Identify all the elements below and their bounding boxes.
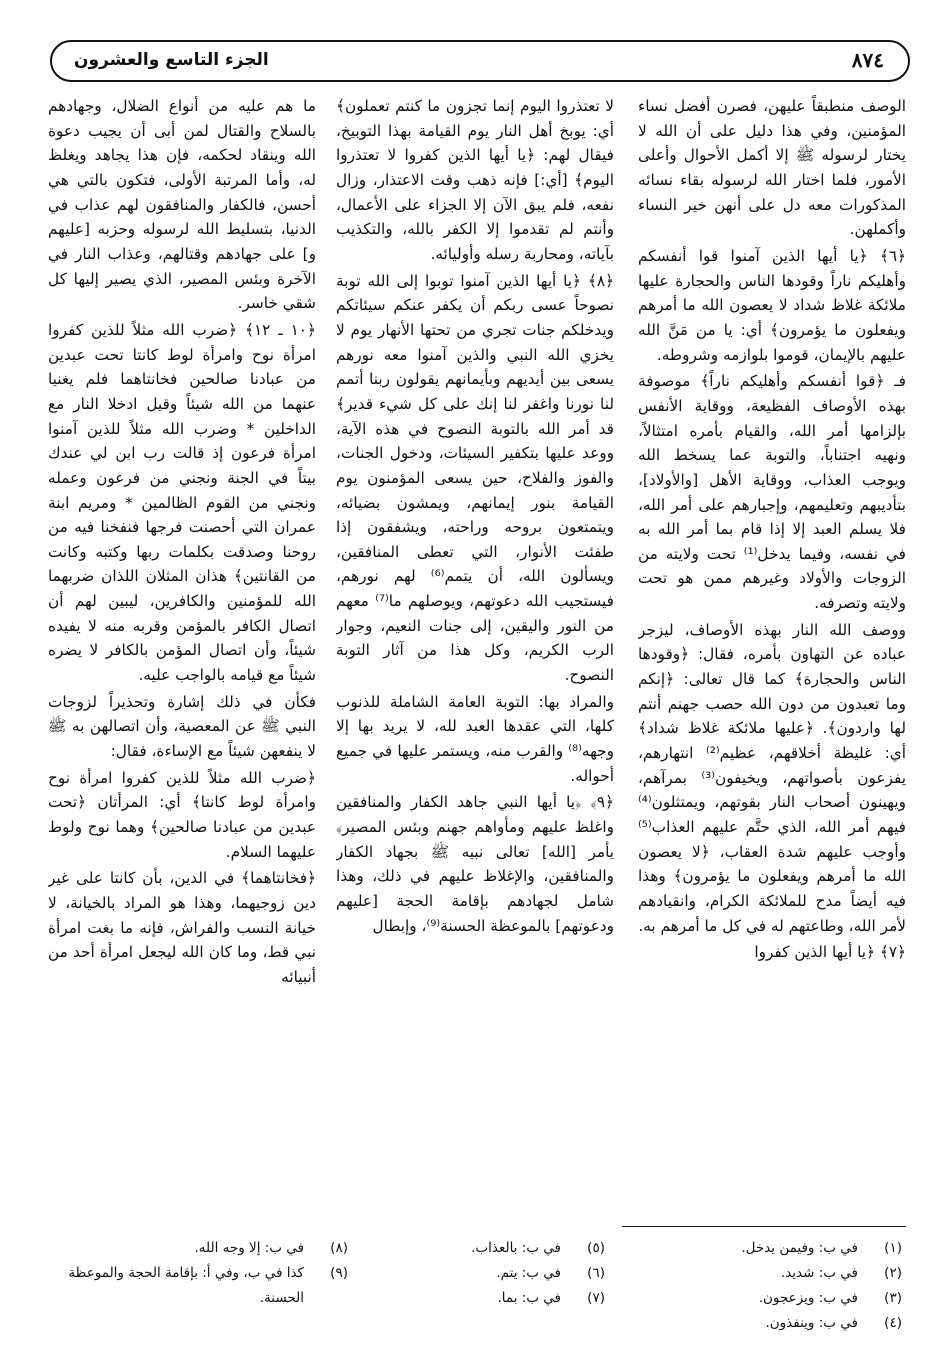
paragraph: فـ ﴿قوا أنفسكم وأهليكم ناراً﴾ موصوفة بهذه الأوصاف الفظيعة، ووقاية الأنفس بإلزامها أمر الله، والقيام بأمره امتثالاً، ونهيه اجتناباً، والتوبة عما يسخط الله ويوجب العذاب، ووقاية الأهل [والأولاد]، بتأديبهم وتعليمهم، وإجبارهم على أمر الله، فلا يسلم العبد إلا إذا قام بما أمر الله به في نفسه، وفيما يدخل⁽¹⁾ تحت ولايته من الزوجات والأولاد وغيرهم ممن هو تحت ولايته وتصرفه. [638, 372, 906, 613]
page-number: ٨٧٤ [851, 48, 884, 72]
footnote [48, 1261, 348, 1311]
text-column-right [638, 94, 906, 1206]
footnotes-middle [370, 1236, 605, 1361]
footnote-text: في ب: بالعذاب. [471, 1240, 561, 1256]
footnotes-left [48, 1236, 348, 1361]
footnote [370, 1236, 605, 1261]
footnote-number: (٥) [587, 1240, 605, 1256]
footnote-number: (٩) [330, 1265, 348, 1281]
footnote-number: (١) [884, 1240, 902, 1256]
part-title: الجزء التاسع والعشرون [74, 50, 269, 70]
page-header [50, 40, 910, 82]
text-column-middle [336, 94, 614, 1206]
footnote-number: (٧) [587, 1290, 605, 1306]
paragraph: لا تعتذروا اليوم إنما تجزون ما كنتم تعملون﴾ أي: يوبخ أهل النار يوم القيامة بهذا التوبيخ، فيقال لهم: ﴿يا أيها الذين كفروا لا تعتذروا اليوم﴾ [أي:] فإنه ذهب وقت الاعتذار، وزال نفعه، فلم يبق الآن إلا الجزاء على الأعمال، وأنتم لم تقدموا إلا الكفر بالله، والتكذيب بآياته، ومحاربة رسله وأوليائه. [336, 97, 614, 263]
paragraph: فكأن في ذلك إشارة وتحذيراً لزوجات النبي ﷺ عن المعصية، وأن اتصالهن به ﷺ لا ينفعهن شيئاً مع الإساءة، فقال: [48, 692, 316, 761]
paragraph: ﴿١٠ ـ ١٢﴾ ﴿ضرب الله مثلاً للذين كفروا امرأة نوح وامرأة لوط كانتا تحت عبدين من عبادنا صالحين فخانتاهما فلم يغنيا عنهما من الله شيئاً وقيل ادخلا النار مع الداخلين * وضرب الله مثلاً للذين آمنوا امرأة فرعون إذ قالت رب ابن لي عندك بيتاً في الجنة ونجني من فرعون وعمله ونجني من القوم الظالمين * ومريم ابنة عمران التي أحصنت فرجها فنفخنا فيه من روحنا وصدقت بكلمات ربها وكتبه وكانت من القانتين﴾ هذان المثلان اللذان ضربهما الله للمؤمنين والكافرين، ليبين لهم أن اتصال الكافر بالمؤمن وقربه منه لا يفيده شيئاً، وأن اتصال المؤمن بالكافر لا يضره شيئاً مع قيامه بالواجب عليه. [48, 320, 316, 685]
footnote-number: (٢) [884, 1265, 902, 1281]
paragraph: ﴿٦﴾ ﴿يا أيها الذين آمنوا قوا أنفسكم وأهليكم ناراً وقودها الناس والحجارة عليها ملائكة غلاظ شداد لا يعصون الله ما أمرهم ويفعلون ما يؤمرون﴾ أي: يا من مَنَّ الله عليهم بالإيمان، قوموا بلوازمه وشروطه. [638, 246, 906, 364]
footnote-number: (٦) [587, 1265, 605, 1281]
paragraph: ما هم عليه من أنواع الضلال، وجهادهم بالسلاح والقتال لمن أبى أن يجيب دعوة الله وينقاد لحكمه، فإن هذا يجاهد ويغلظ له، وأما المرتبة الأولى، فتكون بالتي هي أحسن، فالكفار والمنافقون لهم عذاب في الدنيا، بتسليط الله لرسوله وحزبه [عليهم و] على جهادهم وقتالهم، وعذاب النار في الآخرة وبئس المصير، الذي يصير إليها كل شقي خاسر. [48, 97, 316, 313]
footnotes-right [640, 1236, 902, 1361]
footnote-text: في ب: إلا وجه الله. [194, 1240, 304, 1256]
footnote [48, 1236, 348, 1261]
footnote [370, 1261, 605, 1286]
footnote-number: (٤) [884, 1315, 902, 1331]
footnote [370, 1286, 605, 1311]
footnote [640, 1236, 902, 1261]
paragraph: ووصف الله النار بهذه الأوصاف، ليزجر عباده عن التهاون بأمره، فقال: ﴿وقودها الناس والحجارة﴾ كما قال تعالى: ﴿إنكم وما تعبدون من دون الله حصب جهنم أنتم لها واردون﴾. ﴿عليها ملائكة غلاظ شداد﴾ أي: غليظة أخلاقهم، عظيم⁽²⁾ انتهارهم، يفزعون بأصواتهم، ويخيفون⁽³⁾ بمرآهم، ويهينون أصحاب النار بقوتهم، ويمتثلون⁽⁴⁾ فيهم أمر الله، الذي حتَّم عليهم العذاب⁽⁵⁾ وأوجب عليهم شدة العقاب، ﴿لا يعصون الله ما أمرهم ويفعلون ما يؤمرون﴾ وهذا فيه أيضاً مدح للملائكة الكرام، وانقيادهم لأمر الله، وطاعتهم له في كل ما أمرهم به. [638, 620, 906, 935]
footnote-divider [622, 1226, 906, 1227]
footnote [640, 1311, 902, 1336]
footnote-text: في ب: ويزعجون. [758, 1290, 858, 1306]
footnote-number: (٣) [884, 1290, 902, 1306]
paragraph: ﴿٨﴾ ﴿يا أيها الذين آمنوا توبوا إلى الله توبة نصوحاً عسى ربكم أن يكفر عنكم سيئاتكم ويدخلكم جنات تجري من تحتها الأنهار يوم لا يخزي الله النبي والذين آمنوا معه نورهم يسعى بين أيديهم وبأيمانهم يقولون ربنا أتمم لنا نورنا واغفر لنا إنك على كل شيء قدير﴾ قد أمر الله بالتوبة النصوح في هذه الآية، ووعد عليها بتكفير السيئات، ودخول الجنات، والفوز والفلاح، حين يسعى المؤمنون يوم القيامة بنور إيمانهم، ويمشون بضيائه، ويتمتعون بروحه وراحته، ويشفقون إذا طفئت الأنوار، التي تعطى المنافقين، ويسألون الله، أن يتمم⁽⁶⁾ لهم نورهم، فيستجيب الله دعوتهم، ويوصلهم ما⁽⁷⁾ معهم من النور واليقين، إلى جنات النعيم، وجوار الرب الكريم، وكل هذا من آثار التوبة النصوح. [336, 271, 614, 685]
paragraph: ﴿٧﴾ ﴿يا أيها الذين كفروا [754, 943, 906, 962]
footnote-text: في ب: وينفذون. [765, 1315, 858, 1331]
footnote-text: في ب: يتم. [496, 1265, 561, 1281]
footnote [640, 1286, 902, 1311]
footnote-text: في ب: شديد. [780, 1265, 858, 1281]
footnote [640, 1261, 902, 1286]
paragraph: ﴿٩﴾ ﴿يا أيها النبي جاهد الكفار والمنافقين واغلظ عليهم ومأواهم جهنم وبئس المصير﴾ يأمر [الله] تعالى نبيه ﷺ بجهاد الكفار والمنافقين، والإغلاظ عليهم في ذلك، وهذا شامل لجهادهم بإقامة الحجة [عليهم ودعوتهم] بالموعظة الحسنة⁽⁹⁾، وإبطال [336, 793, 614, 935]
paragraph: والمراد بها: التوبة العامة الشاملة للذنوب كلها، التي عقدها العبد لله، لا يريد بها إلا وجهه⁽⁸⁾ والقرب منه، ويستمر عليها في جميع أحواله. [336, 692, 614, 785]
footnote-number: (٨) [330, 1240, 348, 1256]
text-column-left [48, 94, 316, 1206]
paragraph: الوصف منطبقاً عليهن، فصرن أفضل نساء المؤمنين، وفي هذا دليل على أن الله لا يختار لرسوله ﷺ إلا أكمل الأحوال وأعلى الأمور، فلما اختار الله لرسوله بقاء نسائه المذكورات معه دل على أنهن خير النساء وأكملهن. [638, 97, 906, 239]
footnote-text: كذا في ب، وفي أ: بإقامة الحجة والموعظة الحسنة. [68, 1265, 304, 1306]
paragraph: ﴿فخانتاهما﴾ في الدين، بأن كانتا على غير دين زوجيهما، وهذا هو المراد بالخيانة، لا خيانة النسب والفراش، فإنه ما بغت امرأة نبي قط، وما كان الله ليجعل امرأة أحد من أنبيائه [48, 869, 316, 986]
footnote-text: في ب: بما. [497, 1290, 561, 1306]
paragraph: ﴿ضرب الله مثلاً للذين كفروا امرأة نوح وامرأة لوط كانتا﴾ أي: المرأتان ﴿تحت عبدين من عبادنا صالحين﴾ وهما نوح ولوط عليهما السلام. [48, 768, 316, 861]
footnote-text: في ب: وفيمن يدخل. [741, 1240, 858, 1256]
